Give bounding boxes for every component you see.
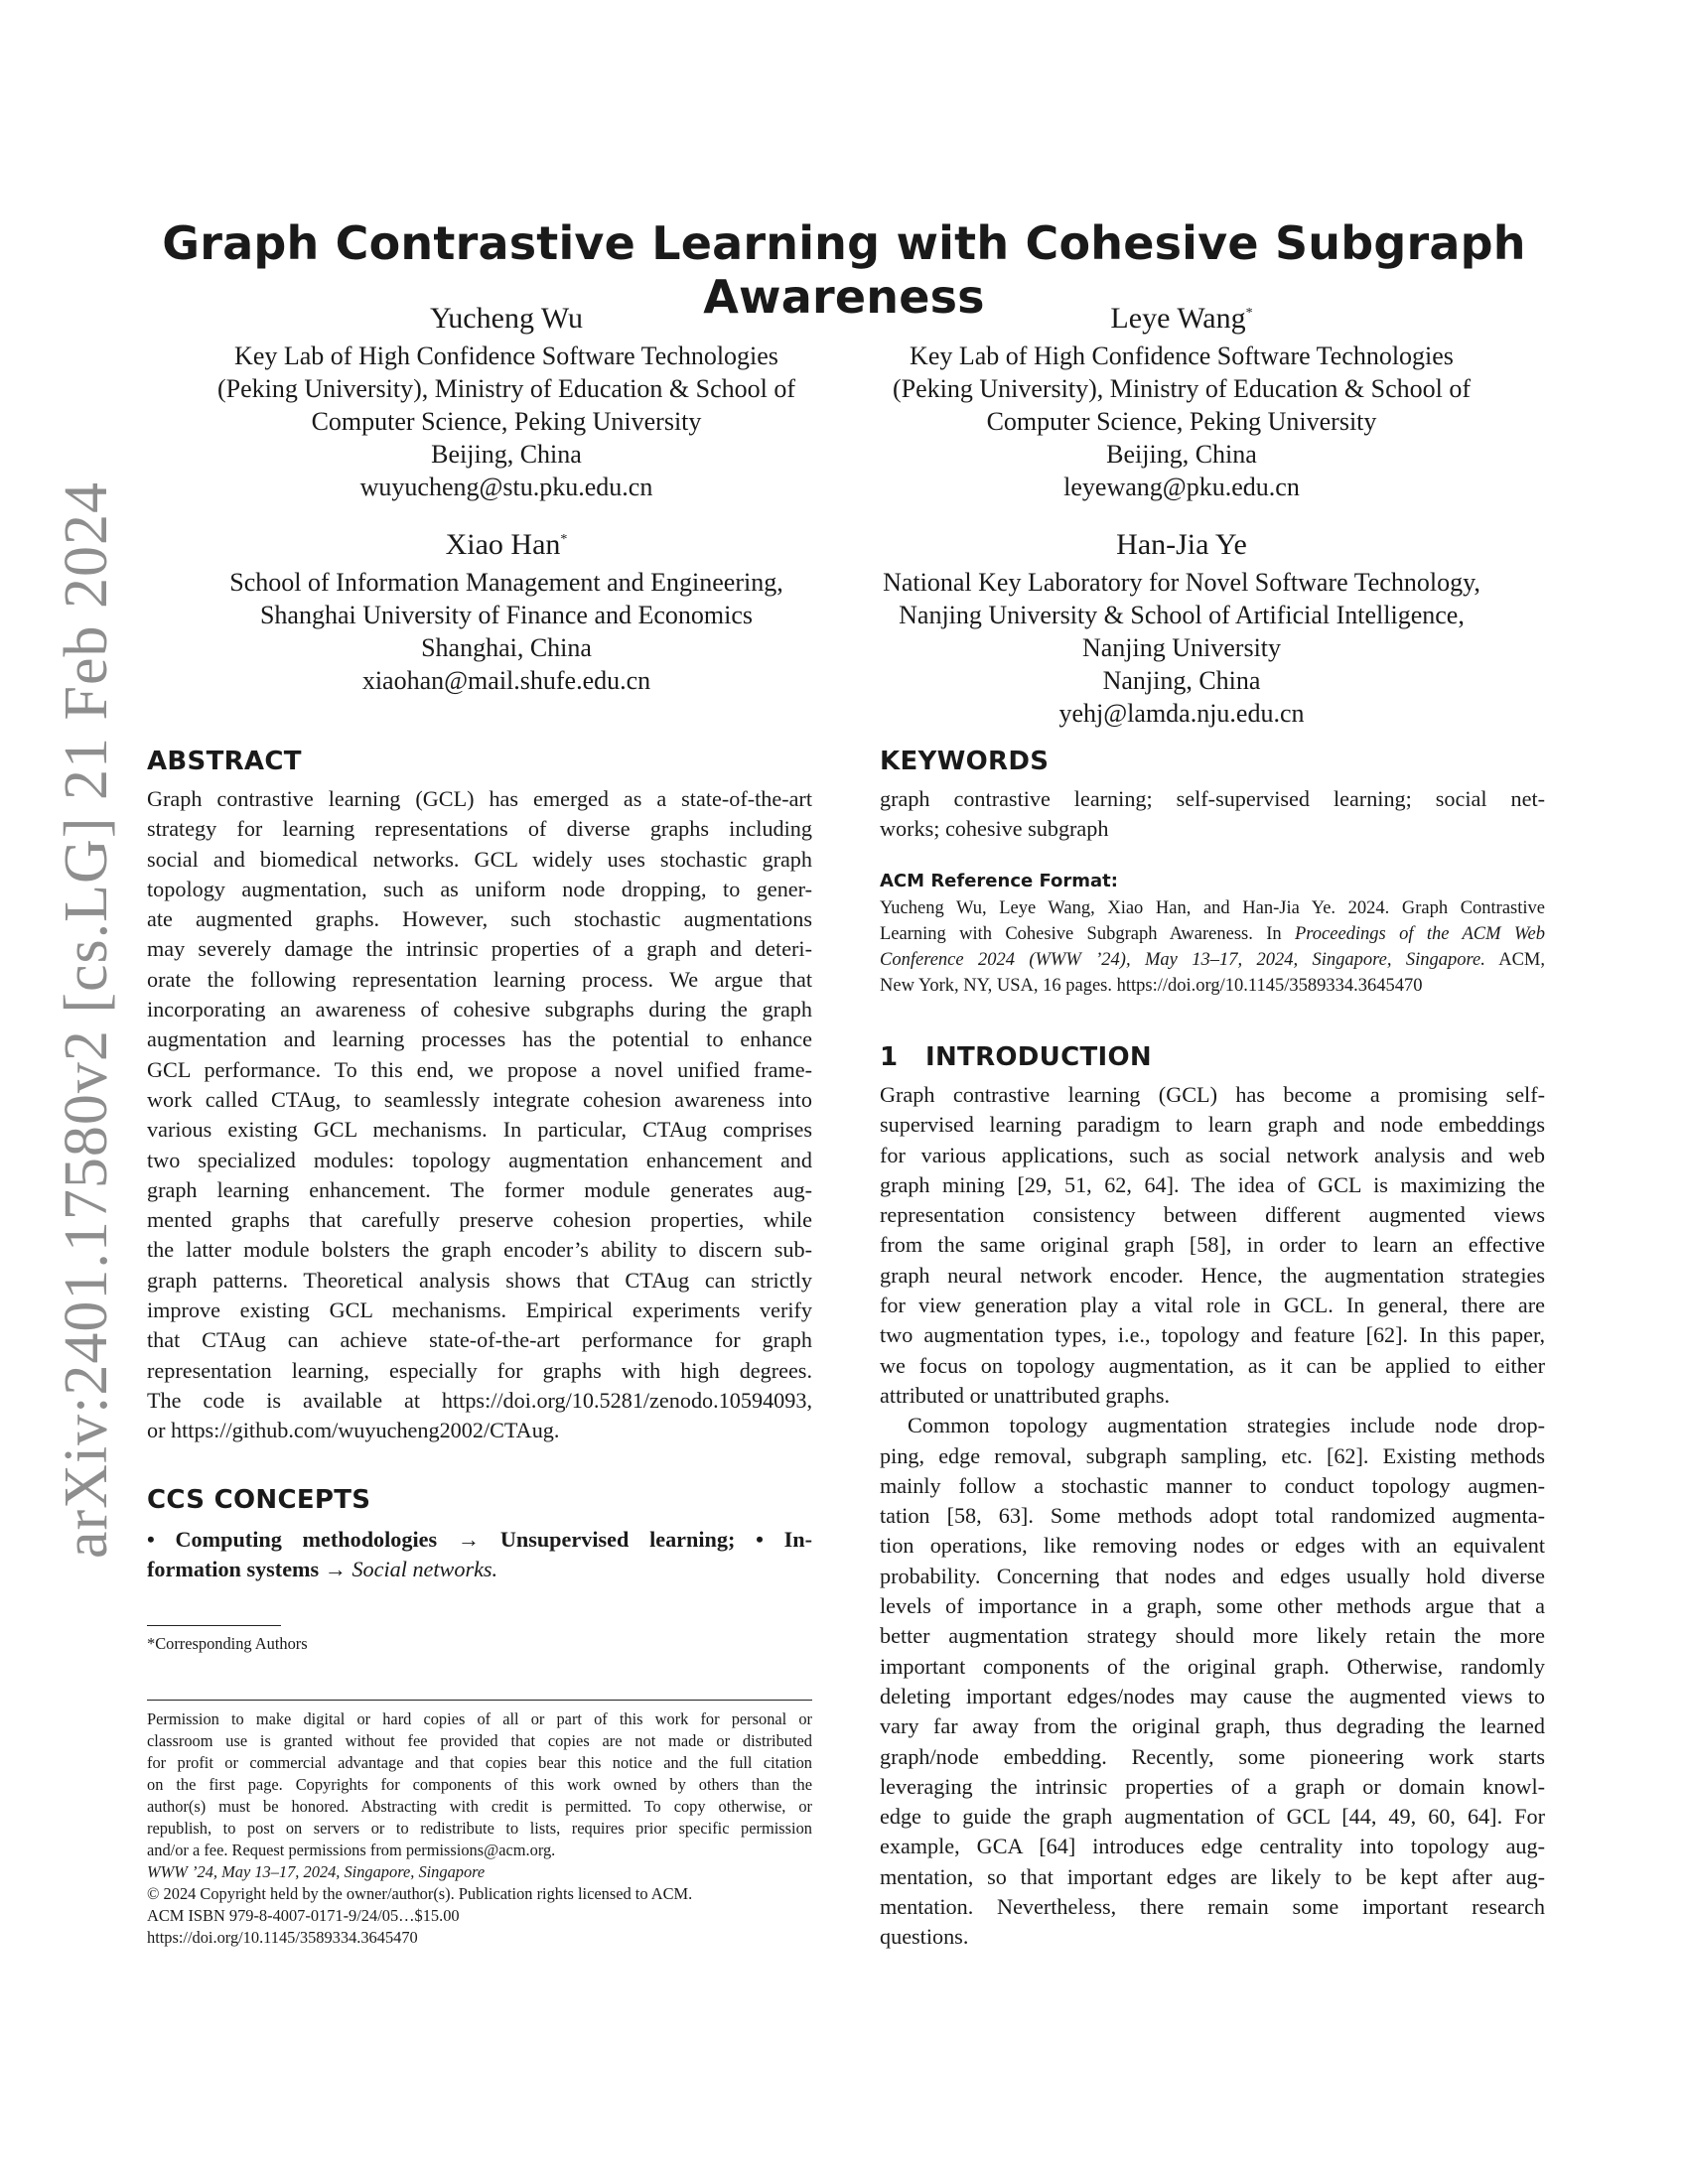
abstract-heading: ABSTRACT [147, 747, 302, 776]
keywords-text: graph contrastive learning; self-supervised learning; social net- works; cohesive subgraph [880, 786, 1545, 842]
author-affiliation: School of Information Management and Engineering, [229, 568, 783, 597]
author-affiliation: (Peking University), Ministry of Education & School of [216, 374, 796, 403]
author-affiliation: Computer Science, Peking University [986, 407, 1377, 436]
author-affiliation: Computer Science, Peking University [311, 407, 702, 436]
acm-reference-heading: ACM Reference Format: [880, 871, 1118, 891]
author-location: Beijing, China [431, 440, 582, 469]
permission-block: Permission to make digital or hard copies of all or part of this work for personal or classroom use is granted without fee provided that copies are not made or distributed for profit or commercial advantage and that copies bear this notice and the full citation on the first page. Copyrights for components of this work owned by others than the author(s) must be honored. Abstracting with credit is permitted. To copy otherwise, or republish, to post on servers or to redistribute to lists, requires prior specific permission and/or a fee. Request permissions from permissions@acm.org. WWW ’24, May 13–17, 2024, Singapore, Singapore © 2024 Copyright held by the owner/author(s). Publication rights licensed to ACM. ACM ISBN 979-8-4007-0171-9/24/05…$15.00 https://doi.org/10.1145/3589334.3645470 [147, 1709, 812, 1947]
author-email: wuyucheng@stu.pku.edu.cn [359, 473, 653, 501]
ccs-heading: CCS CONCEPTS [147, 1485, 371, 1515]
abstract-text: Graph contrastive learning (GCL) has emerged as a state-of-the-art strategy for learning representations of diverse graphs including social and biomedical networks. GCL widely uses stochastic graph topology augmentation, such as uniform node dropping, to gener- ate augmented graphs. However, such stochastic augmentations may severely damage the intrinsic properties of a graph and deteri- orate the following representation learning process. We argue that incorporating an awareness of cohesive subgraphs during the graph augmentation and learning processes has the potential to enhance GCL performance. To this end, we propose a novel unified frame- work called CTAug, to seamlessly integrate cohesion awareness into various existing GCL mechanisms. In particular, CTAug comprises two specialized modules: topology augmentation enhancement and graph learning enhancement. The former module generates aug- mented graphs that carefully preserve cohesion properties, while the latter module bolsters the graph encoder’s ability to discern sub- graph patterns. Theoretical analysis shows that CTAug can strictly improve existing GCL mechanisms. Empirical experiments verify that CTAug can achieve state-of-the-art performance for graph representation learning, especially for graphs with high degrees. The code is available at https://doi.org/10.5281/zenodo.10594093, or https://github.com/wuyucheng2002/CTAug. [147, 786, 812, 1443]
keywords-heading: KEYWORDS [880, 747, 1050, 776]
author-name: Xiao Han* [445, 528, 568, 561]
author-block-1 [159, 298, 854, 503]
author-email: yehj@lamda.nju.edu.cn [1058, 699, 1305, 728]
author-name: Han-Jia Ye [1116, 528, 1247, 561]
venue-line: WWW ’24, May 13–17, 2024, Singapore, Singapore [147, 1862, 486, 1881]
acm-reference [880, 871, 1545, 999]
author-block-2 [834, 298, 1529, 503]
author-affiliation: Key Lab of High Confidence Software Technologies [234, 341, 778, 370]
acm-reference-text: Yucheng Wu, Leye Wang, Xiao Han, and Han-Jia Ye. 2024. Graph Contrastive Learning with Cohesive Subgraph Awareness. In Proceedings of the ACM Web Conference 2024 (WWW ’24), May 13–17, 2024, Singapore, Singapore. ACM, New York, NY, USA, 16 pages. https://doi.org/10.1145/3589334.3645470 [880, 898, 1546, 996]
author-affiliation: Shanghai University of Finance and Economics [259, 601, 754, 629]
author-location: Shanghai, China [421, 633, 592, 662]
paper-title: Graph Contrastive Learning with Cohesive Subgraph Awareness [162, 216, 1526, 324]
author-email: xiaohan@mail.shufe.edu.cn [361, 666, 651, 695]
author-affiliation: Key Lab of High Confidence Software Technologies [910, 341, 1454, 370]
author-email: leyewang@pku.edu.cn [1063, 473, 1300, 501]
author-name: Yucheng Wu [429, 302, 584, 335]
intro-paragraph-2: Common topology augmentation strategies include node drop- ping, edge removal, subgraph sampling, etc. [62]. Existing methods mainly follow a stochastic manner to conduct topology augmen- tation [58, 63]. Some methods adopt total randomized augmenta- tion operations, like removing nodes or edges with an equivalent probability. Concerning that nodes and edges usually hold diverse levels of importance in a graph, some other methods argue that a better augmentation strategy should more likely retain the more important components of the original graph. Otherwise, randomly deleting important edges/nodes may cause the augmented views to vary far away from the original graph, thus degrading the learned graph/node embedding. Recently, some pioneering work starts leveraging the intrinsic properties of a graph or domain knowl- edge to guide the graph augmentation of GCL [44, 49, 60, 64]. For example, GCA [64] introduces edge centrality into topology aug- mentation, so that important edges are likely to be kept after aug- mentation. Nevertheless, there remain some important research questions. [880, 1413, 1545, 1950]
introduction-heading: 1 INTRODUCTION [880, 1042, 1152, 1072]
arxiv-stamp: arXiv:2401.17580v2 [cs.LG] 21 Feb 2024 [53, 481, 120, 1559]
ccs-text: • Computing methodologies → Unsupervised learning; • In- formation systems → Social networks. [147, 1527, 812, 1582]
introduction-section [880, 1042, 1545, 1953]
author-block-4 [834, 524, 1529, 730]
author-affiliation: Nanjing University [1081, 633, 1282, 662]
footnote-rule [147, 1625, 281, 1626]
permission-rule [147, 1700, 812, 1701]
author-name: Leye Wang* [1110, 302, 1253, 335]
intro-paragraph-1: Graph contrastive learning (GCL) has become a promising self- supervised learning paradigm to learn graph and node embeddings for various applications, such as social network analysis and web graph mining [29, 51, 62, 64]. The idea of GCL is maximizing the representation consistency between different augmented views from the same original graph [58], in order to learn an effective graph neural network encoder. Hence, the augmentation strategies for view generation play a vital role in GCL. In general, there are two augmentation types, i.e., topology and feature [62]. In this paper, we focus on topology augmentation, as it can be applied to either attributed or unattributed graphs. [880, 1082, 1545, 1408]
footnote: *Corresponding Authors [147, 1634, 308, 1653]
abstract-section [147, 747, 812, 1446]
ccs-section [147, 1485, 812, 1585]
keywords-section [880, 747, 1545, 845]
author-location: Nanjing, China [1102, 666, 1261, 695]
author-affiliation: Nanjing University & School of Artificial Intelligence, [899, 601, 1465, 629]
author-block-3 [159, 524, 854, 697]
author-affiliation: National Key Laboratory for Novel Software Technology, [883, 568, 1480, 597]
author-location: Beijing, China [1106, 440, 1257, 469]
author-affiliation: (Peking University), Ministry of Education & School of [892, 374, 1472, 403]
